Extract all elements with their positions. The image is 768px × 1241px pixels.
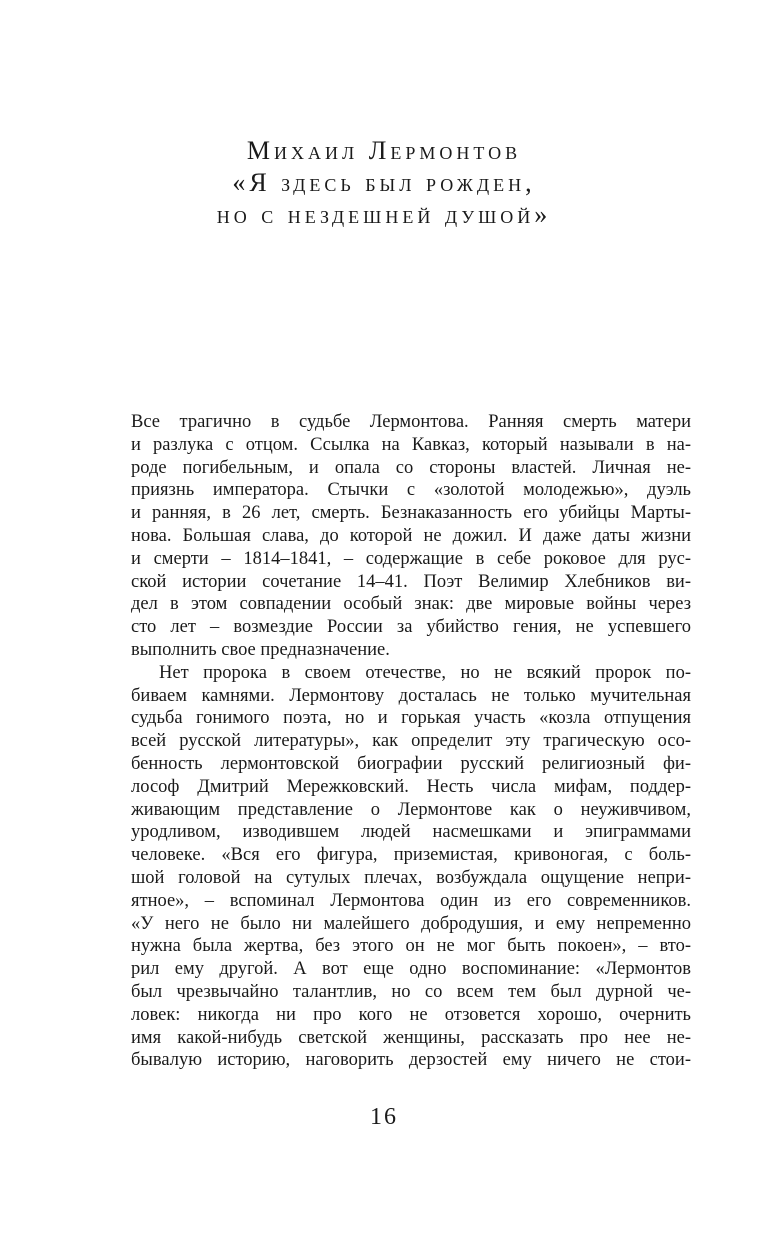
text-line: человеке. «Вся его фигура, приземистая, кривоногая, с боль- — [131, 845, 691, 866]
page-number: 16 — [370, 1104, 398, 1130]
text-line: ской истории сочетание 14–41. Поэт Велимир Хлебников ви- — [131, 571, 691, 592]
text-line: «У него не было ни малейшего добродушия, и ему непременно — [131, 913, 691, 934]
text-line: и ранняя, в 26 лет, смерть. Безнаказанность его убийцы Марты- — [131, 503, 691, 524]
chapter-title — [0, 135, 768, 231]
text-line: лософ Дмитрий Мережковский. Несть числа мифам, поддер- — [131, 776, 691, 797]
text-line: ятное», – вспоминал Лермонтова один из его современников. — [131, 890, 691, 911]
paragraph — [131, 662, 691, 1072]
text-line: шой головой на сутулых плечах, возбуждала ощущение непри- — [131, 867, 691, 888]
text-line: рил ему другой. А вот еще одно воспоминание: «Лермонтов — [131, 959, 691, 980]
text-line: роде погибельным, и опала со стороны властей. Личная не- — [131, 457, 691, 478]
chapter-title-line: но с нездешней душой» — [216, 200, 552, 229]
text-line: бывалую историю, наговорить дерзостей ему ничего не стои- — [131, 1050, 691, 1071]
text-line: и смерти – 1814–1841, – содержащие в себе роковое для рус- — [131, 548, 691, 569]
text-line: бенность лермонтовской биографии русский религиозный фи- — [131, 753, 691, 774]
text-line: и разлука с отцом. Ссылка на Кавказ, который называли в на- — [131, 434, 691, 455]
text-line: сто лет – возмездие России за убийство гения, не успевшего — [131, 617, 691, 638]
text-line: приязнь императора. Стычки с «золотой молодежью», дуэль — [131, 480, 691, 501]
paragraph — [131, 411, 691, 662]
text-line: Нет пророка в своем отечестве, но не всякий пророк по- — [159, 662, 691, 683]
text-line: нужна была жертва, без этого он не мог быть покоен», – вто- — [131, 936, 691, 957]
text-line: всей русской литературы», как определит эту трагическую осо- — [131, 731, 691, 752]
chapter-title-line: «Я здесь был рожден, — [232, 168, 536, 197]
text-line: Все трагично в судьбе Лермонтова. Ранняя смерть матери — [131, 412, 691, 432]
text-line: живающим представление о Лермонтове как о неуживчивом, — [131, 799, 691, 820]
text-line: был чрезвычайно талантлив, но со всем тем был дурной че- — [131, 981, 691, 1002]
text-line: судьба гонимого поэта, но и горькая участь «козла отпущения — [131, 708, 691, 729]
text-line: имя какой-нибудь светской женщины, рассказать про нее не- — [131, 1027, 691, 1048]
text-line: дел в этом совпадении особый знак: две мировые войны через — [131, 594, 691, 615]
text-line: выполнить свое предназначение. — [131, 639, 390, 660]
text-line: нова. Большая слава, до которой не дожил. И даже даты жизни — [131, 525, 691, 546]
text-line: ловек: никогда ни про кого не отзовется хорошо, очернить — [131, 1004, 691, 1025]
chapter-title-line: Михаил Лермонтов — [246, 136, 522, 165]
text-line: уродливом, изводившем людей насмешками и эпиграммами — [131, 822, 691, 843]
text-line: биваем камнями. Лермонтову досталась не только мучительная — [131, 685, 691, 706]
body-text — [131, 411, 691, 1072]
